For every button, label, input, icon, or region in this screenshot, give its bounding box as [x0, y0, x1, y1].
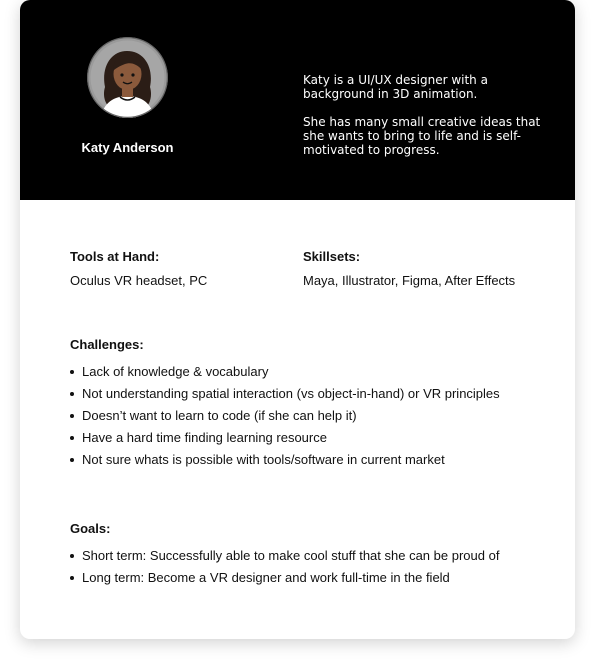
- list-item: [70, 361, 500, 383]
- bullet-icon: [70, 370, 74, 374]
- persona-card: [20, 0, 575, 639]
- bullet-icon: [70, 436, 74, 440]
- bullet-icon: [70, 554, 74, 558]
- bullet-icon: [70, 414, 74, 418]
- list-item-text: Not sure whats is possible with tools/software in current market: [82, 452, 445, 467]
- persona-bio: [303, 73, 553, 171]
- challenges-list: [70, 361, 500, 471]
- bio-paragraph: Katy is a UI/UX designer with a background in 3D animation.: [303, 73, 488, 101]
- persona-header: [20, 0, 575, 200]
- list-item: [70, 545, 499, 567]
- bullet-icon: [70, 576, 74, 580]
- goals-list: [70, 545, 499, 589]
- goals-title: Goals:: [70, 521, 111, 536]
- list-item: [70, 383, 500, 405]
- list-item-text: Have a hard time finding learning resource: [82, 430, 327, 445]
- skills-value: Maya, Illustrator, Figma, After Effects: [303, 273, 516, 288]
- list-item: [70, 567, 499, 589]
- list-item-text: Lack of knowledge & vocabulary: [82, 364, 269, 379]
- list-item: [70, 449, 500, 471]
- tools-title: Tools at Hand:: [70, 249, 160, 264]
- bullet-icon: [70, 392, 74, 396]
- list-item-text: Short term: Successfully able to make cool stuff that she can be proud of: [82, 548, 500, 563]
- list-item: [70, 427, 500, 449]
- skills-title: Skillsets:: [303, 249, 361, 264]
- challenges-title: Challenges:: [70, 337, 144, 352]
- list-item-text: Doesn’t want to learn to code (if she can help it): [82, 408, 357, 423]
- list-item-text: Not understanding spatial interaction (vs object-in-hand) or VR principles: [82, 386, 500, 401]
- bio-paragraph: She has many small creative ideas that she wants to bring to life and is self-motivated to progress.: [303, 115, 541, 157]
- list-item: [70, 405, 500, 427]
- list-item-text: Long term: Become a VR designer and work full-time in the field: [82, 570, 450, 585]
- tools-value: Oculus VR headset, PC: [70, 273, 208, 288]
- person-name: Katy Anderson: [81, 140, 174, 155]
- bullet-icon: [70, 458, 74, 462]
- woman-avatar-icon: [87, 37, 168, 118]
